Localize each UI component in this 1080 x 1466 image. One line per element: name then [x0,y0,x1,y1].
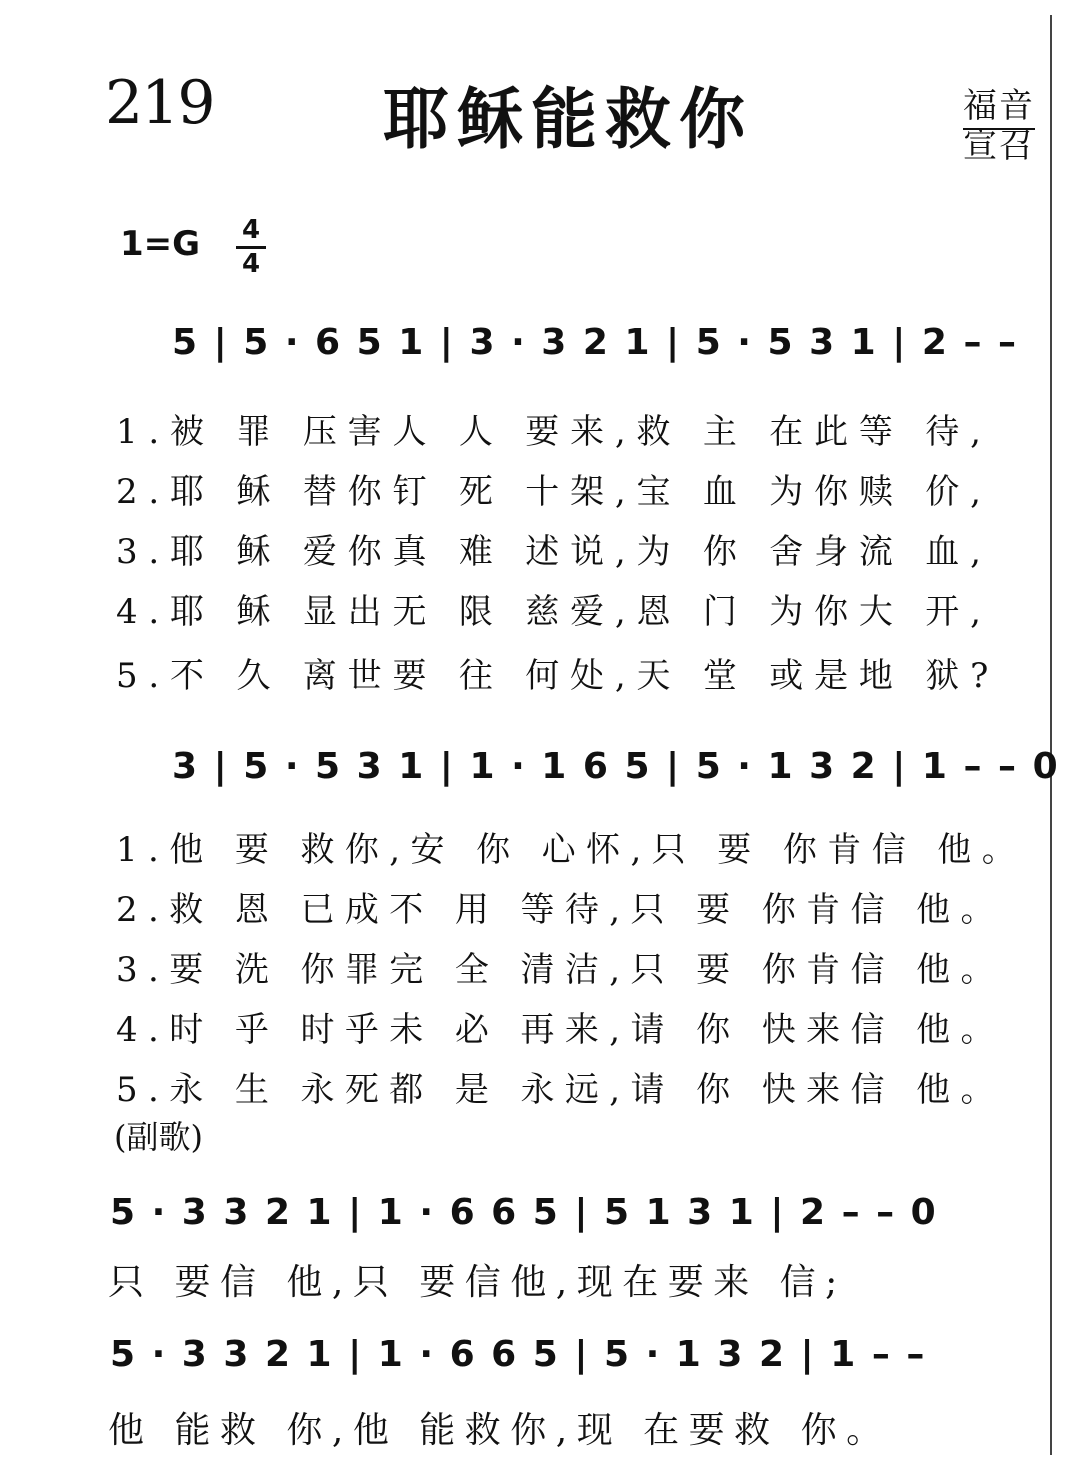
chorus-lyric-line-1: 只 要信 他,只 要信他,现在要来 信; [108,1262,847,1303]
verse-line: 1.他 要 救你,安 你 心怀,只 要 你肯信 他。 [116,830,1027,870]
category-label-bottom: 宣召 [963,126,1035,166]
verse-line: 4.时 乎 时乎未 必 再来,请 你 快来信 他。 [116,1010,1005,1050]
chorus-notation-line-1: 5 · 3 3 2 1 | 1 · 6 6 5 | 5 1 3 1 | 2 – – 0 [110,1192,938,1233]
chorus-label: (副歌) [114,1118,203,1156]
page-edge-line [1050,15,1052,1455]
category-label-top: 福音 [963,78,1035,130]
key-signature: 1=G [120,224,201,264]
verse-line: 2.救 恩 已成不 用 等待,只 要 你肯信 他。 [116,890,1005,930]
verse-line: 4.耶 稣 显出无 限 慈爱,恩 门 为你大 开, [116,592,992,632]
verse-line: 1.被 罪 压害人 人 要来,救 主 在此等 待, [116,412,992,452]
notation-line-2: 3 | 5 · 5 3 1 | 1 · 1 6 5 | 5 · 1 3 2 | 1 – – 0 [172,746,1060,787]
time-signature-bottom: 4 [241,249,261,279]
chorus-notation-line-2: 5 · 3 3 2 1 | 1 · 6 6 5 | 5 · 1 3 2 | 1 – – [110,1334,927,1375]
verse-line: 5.不 久 离世要 往 何处,天 堂 或是地 狱? [116,656,1000,696]
verse-line: 5.永 生 永死都 是 永远,请 你 快来信 他。 [116,1070,1005,1110]
notation-line-1: 5 | 5 · 6 5 1 | 3 · 3 2 1 | 5 · 5 3 1 | 2 – – [172,322,1019,363]
chorus-lyric-line-2: 他 能救 你,他 能救你,现 在要救 你。 [108,1410,892,1451]
verse-line: 3.要 洗 你罪完 全 清洁,只 要 你肯信 他。 [116,950,1005,990]
time-signature [236,216,266,279]
verse-line: 2.耶 稣 替你钉 死 十架,宝 血 为你赎 价, [116,472,992,512]
verse-line: 3.耶 稣 爱你真 难 述说,为 你 舍身流 血, [116,532,992,572]
hymn-title: 耶稣能救你 [383,81,753,158]
time-signature-top: 4 [241,215,261,245]
hymn-number: 219 [105,68,214,138]
